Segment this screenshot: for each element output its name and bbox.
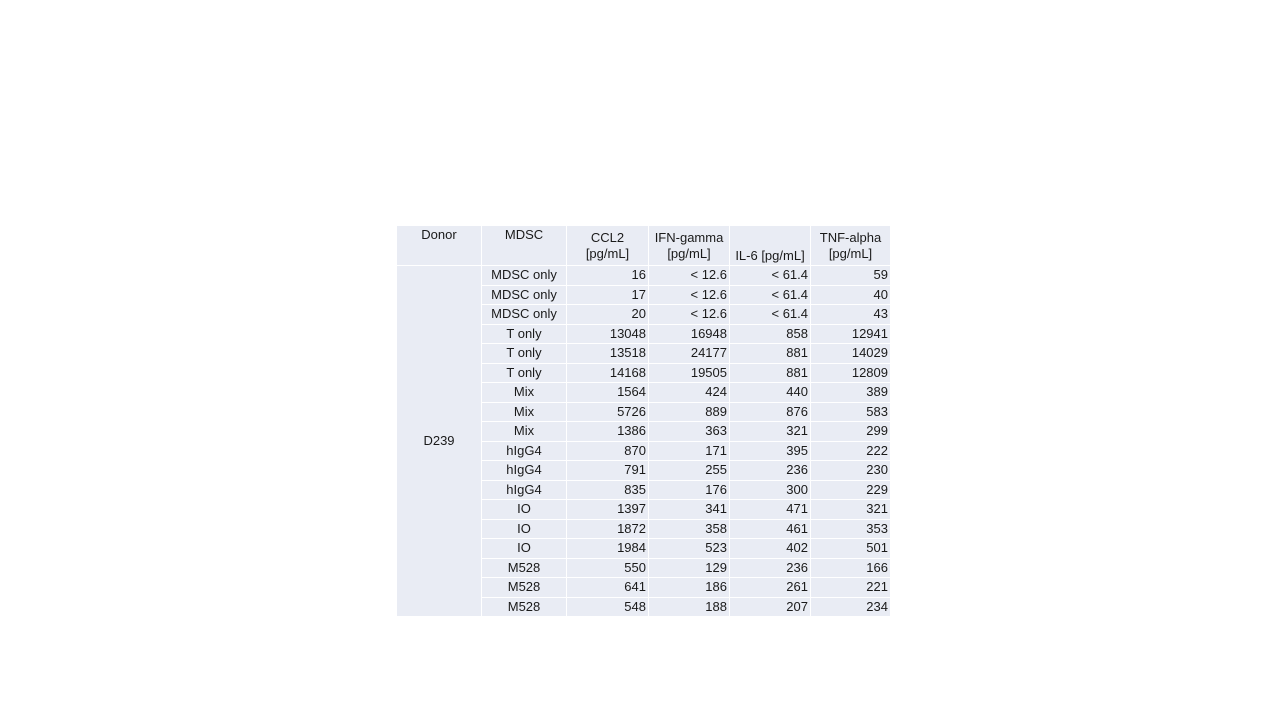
mdsc-cell: hIgG4 <box>482 461 566 480</box>
ccl2-cell: 1984 <box>567 539 648 558</box>
ccl2-cell: 548 <box>567 598 648 617</box>
tnf-alpha-cell: 229 <box>811 481 890 500</box>
ifn-gamma-cell: 19505 <box>649 364 729 383</box>
ifn-gamma-cell: 16948 <box>649 325 729 344</box>
tnf-alpha-cell: 40 <box>811 286 890 305</box>
ccl2-cell: 20 <box>567 305 648 324</box>
il6-cell: 876 <box>730 403 810 422</box>
ifn-gamma-cell: 363 <box>649 422 729 441</box>
il6-cell: < 61.4 <box>730 266 810 285</box>
mdsc-cell: Mix <box>482 403 566 422</box>
header-donor: Donor <box>397 226 481 265</box>
ccl2-cell: 13048 <box>567 325 648 344</box>
il6-cell: 881 <box>730 364 810 383</box>
tnf-alpha-cell: 353 <box>811 520 890 539</box>
mdsc-cell: IO <box>482 520 566 539</box>
mdsc-cell: Mix <box>482 383 566 402</box>
tnf-alpha-cell: 230 <box>811 461 890 480</box>
ccl2-cell: 1397 <box>567 500 648 519</box>
tnf-alpha-cell: 501 <box>811 539 890 558</box>
ifn-gamma-cell: 341 <box>649 500 729 519</box>
mdsc-cell: Mix <box>482 422 566 441</box>
ccl2-cell: 13518 <box>567 344 648 363</box>
ccl2-cell: 1872 <box>567 520 648 539</box>
ccl2-cell: 870 <box>567 442 648 461</box>
ifn-gamma-cell: 176 <box>649 481 729 500</box>
mdsc-cell: T only <box>482 325 566 344</box>
ccl2-cell: 1564 <box>567 383 648 402</box>
header-il6: IL-6 [pg/mL] <box>730 226 810 265</box>
il6-cell: 321 <box>730 422 810 441</box>
il6-cell: 881 <box>730 344 810 363</box>
mdsc-cell: M528 <box>482 559 566 578</box>
ifn-gamma-cell: 186 <box>649 578 729 597</box>
il6-cell: < 61.4 <box>730 286 810 305</box>
ccl2-cell: 835 <box>567 481 648 500</box>
mdsc-cell: IO <box>482 500 566 519</box>
tnf-alpha-cell: 299 <box>811 422 890 441</box>
mdsc-cell: hIgG4 <box>482 442 566 461</box>
il6-cell: 300 <box>730 481 810 500</box>
ccl2-cell: 16 <box>567 266 648 285</box>
tnf-alpha-cell: 59 <box>811 266 890 285</box>
il6-cell: 395 <box>730 442 810 461</box>
mdsc-cell: MDSC only <box>482 266 566 285</box>
mdsc-cell: M528 <box>482 598 566 617</box>
tnf-alpha-cell: 321 <box>811 500 890 519</box>
tnf-alpha-cell: 14029 <box>811 344 890 363</box>
ccl2-cell: 14168 <box>567 364 648 383</box>
ifn-gamma-cell: 358 <box>649 520 729 539</box>
il6-cell: 207 <box>730 598 810 617</box>
header-ccl2: CCL2 [pg/mL] <box>567 226 648 265</box>
il6-cell: 236 <box>730 559 810 578</box>
tnf-alpha-cell: 166 <box>811 559 890 578</box>
ifn-gamma-cell: 171 <box>649 442 729 461</box>
tnf-alpha-cell: 389 <box>811 383 890 402</box>
il6-cell: < 61.4 <box>730 305 810 324</box>
mdsc-cell: MDSC only <box>482 305 566 324</box>
ifn-gamma-cell: 129 <box>649 559 729 578</box>
header-tnf-alpha: TNF-alpha [pg/mL] <box>811 226 890 265</box>
tnf-alpha-cell: 234 <box>811 598 890 617</box>
ccl2-cell: 550 <box>567 559 648 578</box>
table-header-row <box>397 226 890 265</box>
il6-cell: 402 <box>730 539 810 558</box>
mdsc-cell: T only <box>482 364 566 383</box>
il6-cell: 461 <box>730 520 810 539</box>
ifn-gamma-cell: < 12.6 <box>649 266 729 285</box>
il6-cell: 858 <box>730 325 810 344</box>
tnf-alpha-cell: 221 <box>811 578 890 597</box>
ifn-gamma-cell: 255 <box>649 461 729 480</box>
ifn-gamma-cell: 889 <box>649 403 729 422</box>
ccl2-cell: 1386 <box>567 422 648 441</box>
tnf-alpha-cell: 12809 <box>811 364 890 383</box>
ifn-gamma-cell: < 12.6 <box>649 286 729 305</box>
mdsc-cell: IO <box>482 539 566 558</box>
il6-cell: 261 <box>730 578 810 597</box>
ifn-gamma-cell: 523 <box>649 539 729 558</box>
ifn-gamma-cell: 188 <box>649 598 729 617</box>
table-row <box>397 266 890 285</box>
header-ifn-gamma: IFN-gamma [pg/mL] <box>649 226 729 265</box>
mdsc-cell: T only <box>482 344 566 363</box>
header-mdsc: MDSC <box>482 226 566 265</box>
ccl2-cell: 17 <box>567 286 648 305</box>
mdsc-cell: MDSC only <box>482 286 566 305</box>
il6-cell: 236 <box>730 461 810 480</box>
mdsc-cell: M528 <box>482 578 566 597</box>
cytokine-table <box>396 225 891 617</box>
ccl2-cell: 791 <box>567 461 648 480</box>
tnf-alpha-cell: 43 <box>811 305 890 324</box>
tnf-alpha-cell: 583 <box>811 403 890 422</box>
ccl2-cell: 5726 <box>567 403 648 422</box>
donor-cell: D239 <box>397 266 481 616</box>
il6-cell: 471 <box>730 500 810 519</box>
ccl2-cell: 641 <box>567 578 648 597</box>
ifn-gamma-cell: 424 <box>649 383 729 402</box>
tnf-alpha-cell: 222 <box>811 442 890 461</box>
tnf-alpha-cell: 12941 <box>811 325 890 344</box>
ifn-gamma-cell: 24177 <box>649 344 729 363</box>
il6-cell: 440 <box>730 383 810 402</box>
ifn-gamma-cell: < 12.6 <box>649 305 729 324</box>
mdsc-cell: hIgG4 <box>482 481 566 500</box>
